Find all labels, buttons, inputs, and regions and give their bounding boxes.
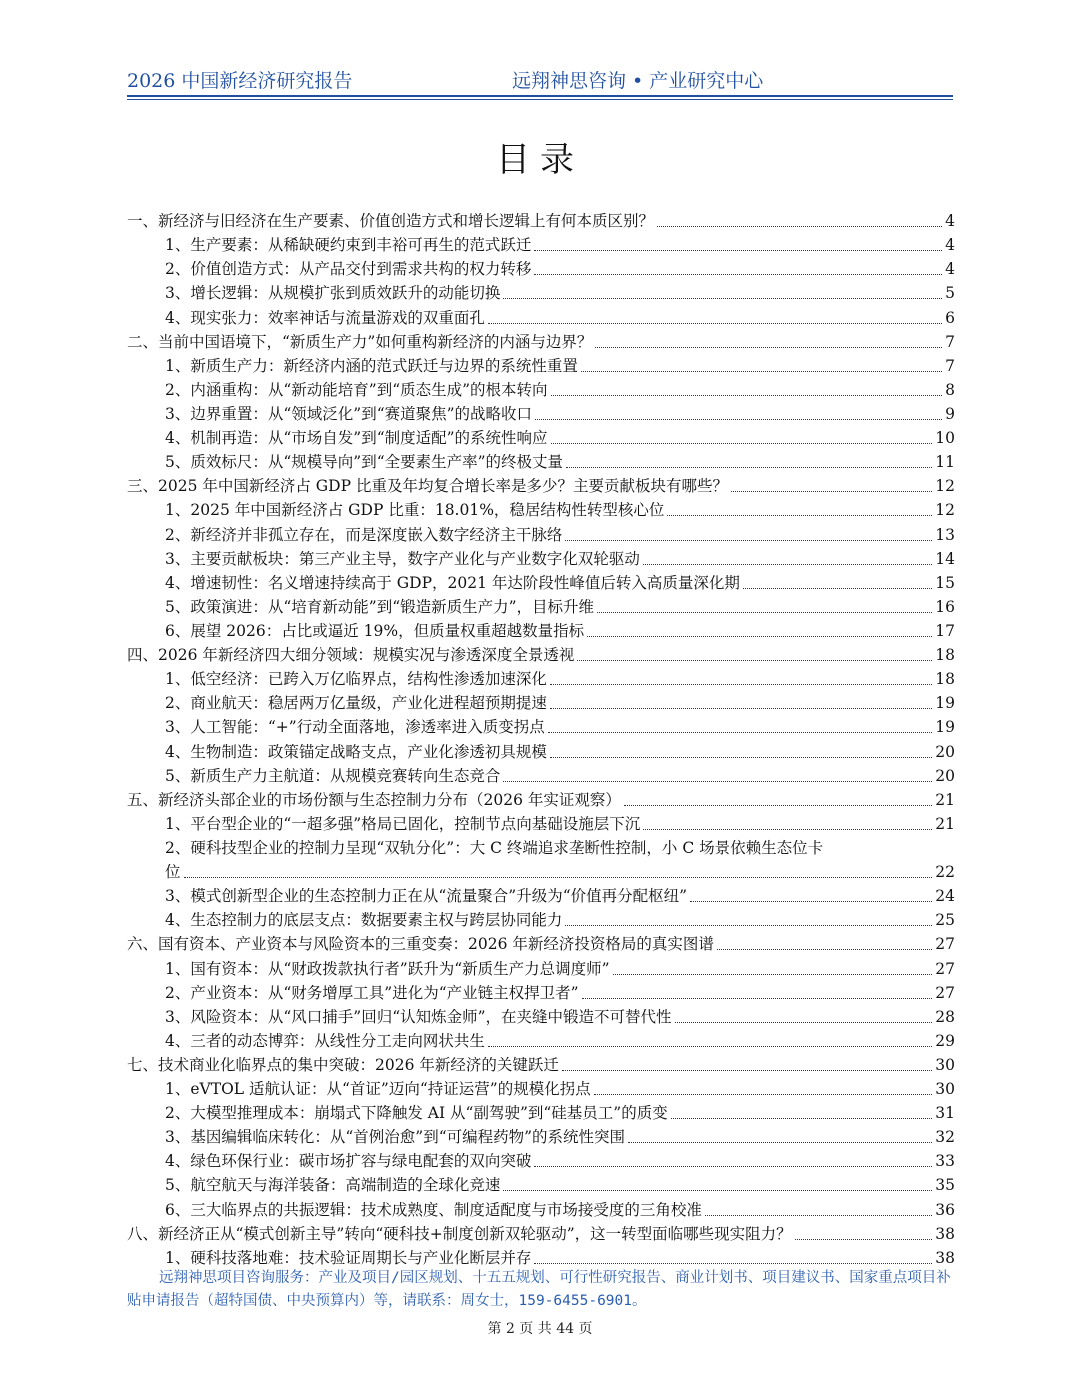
toc-entry-label: 1、新质生产力：新经济内涵的范式跃迁与边界的系统性重置 <box>165 356 578 375</box>
toc-leader-dots <box>613 974 933 975</box>
toc-leader-dots <box>690 901 932 902</box>
toc-leader-dots <box>795 1239 933 1240</box>
toc-entry[interactable] <box>127 232 955 256</box>
toc-leader-dots <box>534 274 942 275</box>
toc-page-number: 10 <box>935 429 955 448</box>
toc-leader-dots <box>562 1070 932 1071</box>
toc-entry[interactable] <box>127 1028 955 1052</box>
toc-page-number: 29 <box>935 1031 955 1050</box>
toc-leader-dots <box>503 1190 932 1191</box>
toc-leader-dots <box>488 1046 932 1047</box>
toc-page-number: 27 <box>935 959 955 978</box>
page-header <box>127 62 953 98</box>
toc-entry[interactable] <box>127 907 955 931</box>
toc-entry-label: 2、新经济并非孤立存在，而是深度嵌入数字经济主干脉络 <box>165 525 563 544</box>
toc-entry-continuation[interactable] <box>127 859 955 883</box>
toc-leader-dots <box>550 708 932 709</box>
toc-page-number: 30 <box>935 1055 955 1074</box>
toc-page-number: 25 <box>935 911 955 930</box>
toc-entry-label: 位 <box>165 863 181 882</box>
toc-page-number: 6 <box>945 308 955 327</box>
toc-leader-dots <box>643 564 932 565</box>
toc-leader-dots <box>565 540 932 541</box>
toc-leader-dots <box>743 588 932 589</box>
toc-entry[interactable] <box>127 763 955 787</box>
toc-entry[interactable] <box>127 980 955 1004</box>
toc-section[interactable] <box>127 208 955 232</box>
contact-note: 远翔神思项目咨询服务：产业及项目/园区规划、十五五规划、可行性研究报告、商业计划书、项目建议书、国家重点项目补贴申请报告（超特国债、中央预算内）等，请联系：周女士，159-6455-6901。 <box>127 1270 951 1309</box>
toc-leader-dots <box>184 877 933 878</box>
toc-page-number: 38 <box>935 1248 955 1267</box>
toc-section[interactable] <box>127 1221 955 1245</box>
toc-leader-dots <box>551 395 942 396</box>
toc-leader-dots <box>624 805 932 806</box>
toc-page-number: 4 <box>945 236 955 255</box>
toc-leader-dots <box>671 1118 933 1119</box>
toc-leader-dots <box>488 323 942 324</box>
toc-leader-dots <box>667 515 932 516</box>
toc-page-number: 15 <box>935 573 955 592</box>
toc-entry[interactable] <box>127 883 955 907</box>
toc-entry[interactable] <box>127 1172 955 1196</box>
toc-section[interactable] <box>127 473 955 497</box>
toc-entry-label: 6、展望 2026：占比或逼近 19%，但质量权重超越数量指标 <box>165 621 585 640</box>
toc-leader-dots <box>675 1022 933 1023</box>
toc-page-number: 7 <box>945 332 955 351</box>
toc-entry-label: 五、新经济头部企业的市场份额与生态控制力分布（2026 年实证观察） <box>127 790 621 809</box>
toc-entry-label: 3、边界重置：从“领域泛化”到“赛道聚焦”的战略收口 <box>165 404 533 423</box>
toc-leader-dots <box>550 757 932 758</box>
toc-leader-dots <box>535 419 942 420</box>
toc-entry[interactable] <box>127 1100 955 1124</box>
toc-entry-label: 二、当前中国语境下，“新质生产力”如何重构新经济的内涵与边界？ <box>127 332 593 351</box>
toc-page-number: 7 <box>945 356 955 375</box>
toc-entry[interactable] <box>127 497 955 521</box>
toc-leader-dots <box>643 829 932 830</box>
toc-entry-label: 6、三大临界点的共振逻辑：技术成熟度、制度适配度与市场接受度的三角校准 <box>165 1200 702 1219</box>
toc-page-number: 4 <box>945 260 955 279</box>
toc-entry-label: 一、新经济与旧经济在生产要素、价值创造方式和增长逻辑上有何本质区别？ <box>127 212 655 231</box>
toc-page-number: 16 <box>935 597 955 616</box>
toc-entry-label: 1、硬科技落地难：技术验证周期长与产业化断层并存 <box>165 1248 532 1267</box>
toc-page-number: 19 <box>935 694 955 713</box>
toc-entry-label: 3、人工智能：“+”行动全面落地，渗透率进入质变拐点 <box>165 718 545 737</box>
toc-entry[interactable] <box>127 666 955 690</box>
toc-entry-label: 六、国有资本、产业资本与风险资本的三重变奏：2026 年新经济投资格局的真实图谱 <box>127 935 714 954</box>
toc-entry-label: 四、2026 年新经济四大细分领域：规模实况与渗透深度全景透视 <box>127 646 575 665</box>
toc-leader-dots <box>594 1094 933 1095</box>
toc-entry[interactable] <box>127 401 955 425</box>
toc-page-number: 12 <box>935 477 955 496</box>
toc-entry-label: 2、产业资本：从“财务增厚工具”进化为“产业链主权捍卫者” <box>165 983 579 1002</box>
toc-page-number: 27 <box>935 983 955 1002</box>
toc-entry-label: 2、大模型推理成本：崩塌式下降触发 AI 从“副驾驶”到“硅基员工”的质变 <box>165 1104 668 1123</box>
toc-entry-label: 3、基因编辑临床转化：从“首例治愈”到“可编程药物”的系统性突围 <box>165 1128 626 1147</box>
toc-leader-dots <box>548 732 933 733</box>
toc-entry-label: 5、质效标尺：从“规模导向”到“全要素生产率”的终极丈量 <box>165 453 564 472</box>
toc-entry[interactable] <box>127 546 955 570</box>
toc-page-number: 21 <box>935 790 955 809</box>
toc-entry[interactable] <box>127 594 955 618</box>
toc-page-number: 33 <box>935 1152 955 1171</box>
toc-page-number: 38 <box>935 1224 955 1243</box>
toc-leader-dots <box>534 1263 932 1264</box>
toc-entry-label: 2、内涵重构：从“新动能培育”到“质态生成”的根本转向 <box>165 380 548 399</box>
toc-entry-label: 4、生态控制力的底层支点：数据要素主权与跨层协同能力 <box>165 911 563 930</box>
toc-page-number: 30 <box>935 1080 955 1099</box>
toc-entry[interactable] <box>127 955 955 979</box>
toc-entry[interactable] <box>127 835 955 859</box>
toc-leader-dots <box>551 443 933 444</box>
toc-entry-label: 2、商业航天：稳居两万亿量级，产业化进程超预期提速 <box>165 694 547 713</box>
page-number: 第 2 页 共 44 页 <box>487 1321 593 1337</box>
toc-page-number: 19 <box>935 718 955 737</box>
toc-page-number: 20 <box>935 766 955 785</box>
toc-leader-dots <box>705 1215 932 1216</box>
toc-page-number: 12 <box>935 501 955 520</box>
toc-section[interactable] <box>127 787 955 811</box>
toc-page-number: 27 <box>935 935 955 954</box>
toc-entry[interactable] <box>127 811 955 835</box>
toc-entry-label: 5、新质生产力主航道：从规模竞赛转向生态竞合 <box>165 766 501 785</box>
toc-page-number: 18 <box>935 646 955 665</box>
toc-entry[interactable] <box>127 280 955 304</box>
toc-page-number: 9 <box>945 404 955 423</box>
toc-entry-label: 4、机制再造：从“市场自发”到“制度适配”的系统性响应 <box>165 429 548 448</box>
toc-entry-label: 1、生产要素：从稀缺硬约束到丰裕可再生的范式跃迁 <box>165 236 532 255</box>
toc-page-number: 18 <box>935 670 955 689</box>
toc-entry-label: 三、2025 年中国新经济占 GDP 比重及年均复合增长率是多少？主要贡献板块有哪些？ <box>127 477 728 496</box>
toc-entry[interactable] <box>127 377 955 401</box>
toc-entry[interactable] <box>127 521 955 545</box>
toc-page-number: 14 <box>935 549 955 568</box>
toc-page-number: 8 <box>945 380 955 399</box>
toc-leader-dots <box>587 636 932 637</box>
toc-leader-dots <box>503 298 942 299</box>
toc-entry[interactable] <box>127 256 955 280</box>
toc-entry[interactable] <box>127 1076 955 1100</box>
toc-page-number: 17 <box>935 621 955 640</box>
header-org-name: 远翔神思咨询 • 产业研究中心 <box>512 70 764 92</box>
toc-entry-label: 4、现实张力：效率神话与流量游戏的双重面孔 <box>165 308 485 327</box>
toc-entry[interactable] <box>127 353 955 377</box>
toc-entry[interactable] <box>127 570 955 594</box>
toc-entry[interactable] <box>127 714 955 738</box>
toc-entry[interactable] <box>127 1196 955 1220</box>
toc-leader-dots <box>628 1142 932 1143</box>
toc-entry[interactable] <box>127 738 955 762</box>
toc-leader-dots <box>582 998 933 999</box>
toc-entry-label: 1、低空经济：已跨入万亿临界点，结构性渗透加速深化 <box>165 670 547 689</box>
toc-entry[interactable] <box>127 1148 955 1172</box>
header-rule <box>127 95 953 97</box>
toc-leader-dots <box>534 250 942 251</box>
toc-leader-dots <box>595 347 942 348</box>
toc-section[interactable] <box>127 931 955 955</box>
toc-page-number: 21 <box>935 814 955 833</box>
toc-entry-label: 4、三者的动态博弈：从线性分工走向网状共生 <box>165 1031 485 1050</box>
toc-leader-dots <box>534 1166 932 1167</box>
toc-leader-dots <box>731 491 932 492</box>
toc-entry[interactable] <box>127 449 955 473</box>
toc-page-number: 5 <box>945 284 955 303</box>
toc-entry-label: 3、增长逻辑：从规模扩张到质效跃升的动能切换 <box>165 284 501 303</box>
toc-entry-label: 4、增速韧性：名义增速持续高于 GDP，2021 年达阶段性峰值后转入高质量深化期 <box>165 573 740 592</box>
toc-page-number: 24 <box>935 887 955 906</box>
toc-leader-dots <box>550 684 932 685</box>
toc-page-number: 36 <box>935 1200 955 1219</box>
toc-entry-label: 1、2025 年中国新经济占 GDP 比重：18.01%，稳居结构性转型核心位 <box>165 501 665 520</box>
toc-page-number: 22 <box>935 863 955 882</box>
toc-entry-label: 4、绿色环保行业：碳市场扩容与绿电配套的双向突破 <box>165 1152 532 1171</box>
toc-page-number: 20 <box>935 742 955 761</box>
toc-entry-label: 七、技术商业化临界点的集中突破：2026 年新经济的关键跃迁 <box>127 1055 559 1074</box>
toc-entry-label: 2、价值创造方式：从产品交付到需求共构的权力转移 <box>165 260 532 279</box>
toc-page-number: 28 <box>935 1007 955 1026</box>
toc-entry-label: 2、硬科技型企业的控制力呈现“双轨分化”：大 C 终端追求垄断性控制，小 C 场景依赖生态位卡 <box>165 838 824 857</box>
toc-entry[interactable] <box>127 1245 955 1269</box>
toc-entry[interactable] <box>127 425 955 449</box>
toc-entry-label: 3、主要贡献板块：第三产业主导，数字产业化与产业数字化双轮驱动 <box>165 549 640 568</box>
toc-leader-dots <box>657 226 942 227</box>
toc-leader-dots <box>581 371 942 372</box>
toc-leader-dots <box>597 612 932 613</box>
toc-leader-dots <box>566 467 932 468</box>
toc-entry-label: 1、平台型企业的“一超多强”格局已固化，控制节点向基础设施层下沉 <box>165 814 641 833</box>
toc-entry-label: 5、航空航天与海洋装备：高端制造的全球化竞速 <box>165 1176 501 1195</box>
toc-leader-dots <box>503 781 932 782</box>
toc-entry[interactable] <box>127 1124 955 1148</box>
toc-page-number: 32 <box>935 1128 955 1147</box>
toc-entry-label: 1、国有资本：从“财政拨款执行者”跃升为“新质生产力总调度师” <box>165 959 610 978</box>
toc-leader-dots <box>717 949 932 950</box>
toc-entry[interactable] <box>127 1004 955 1028</box>
toc-entry-label: 5、政策演进：从“培育新动能”到“锻造新质生产力”，目标升维 <box>165 597 595 616</box>
table-of-contents <box>127 208 955 1269</box>
toc-leader-dots <box>565 925 932 926</box>
toc-page-number: 13 <box>935 525 955 544</box>
toc-entry-label: 八、新经济正从“模式创新主导”转向“硬科技+制度创新双轮驱动”，这一转型面临哪些现实阻力？ <box>127 1224 792 1243</box>
toc-entry[interactable] <box>127 618 955 642</box>
toc-section[interactable] <box>127 1052 955 1076</box>
toc-entry[interactable] <box>127 304 955 328</box>
page-title: 目录 <box>496 140 584 180</box>
toc-entry[interactable] <box>127 690 955 714</box>
toc-section[interactable] <box>127 642 955 666</box>
toc-entry-label: 3、风险资本：从“风口捕手”回归“认知炼金师”，在夹缝中锻造不可替代性 <box>165 1007 672 1026</box>
toc-page-number: 35 <box>935 1176 955 1195</box>
header-report-title: 2026 中国新经济研究报告 <box>127 70 353 92</box>
toc-section[interactable] <box>127 329 955 353</box>
toc-entry-label: 4、生物制造：政策锚定战略支点，产业化渗透初具规模 <box>165 742 547 761</box>
toc-page-number: 31 <box>935 1104 955 1123</box>
toc-page-number: 4 <box>945 212 955 231</box>
toc-entry-label: 3、模式创新型企业的生态控制力正在从“流量聚合”升级为“价值再分配枢纽” <box>165 887 688 906</box>
toc-entry-label: 1、eVTOL 适航认证：从“首证”迈向“持证运营”的规模化拐点 <box>165 1080 591 1099</box>
toc-leader-dots <box>577 660 932 661</box>
header-rule-thin <box>127 99 953 100</box>
toc-page-number: 11 <box>935 453 955 472</box>
